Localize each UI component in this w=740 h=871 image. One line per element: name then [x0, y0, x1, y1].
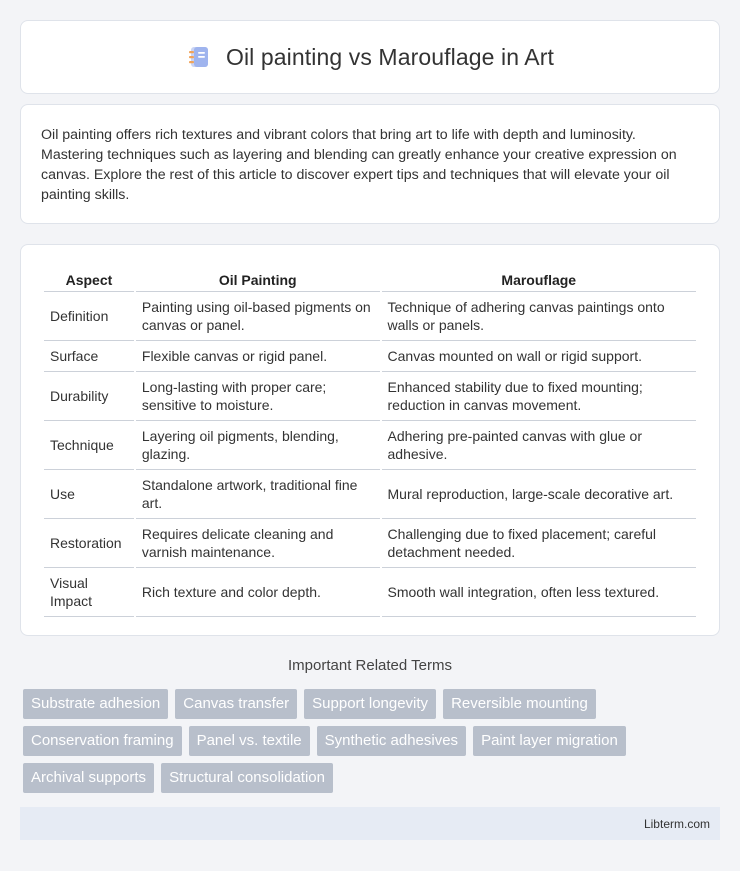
term-tag[interactable]: Paint layer migration	[473, 726, 626, 756]
footer-site-link[interactable]: Libterm.com	[643, 816, 710, 831]
intro-paragraph: Oil painting offers rich textures and vibrant colors that bring art to life with depth and luminosity. Mastering techniques such as layering and blending can greatly enhance your creative expression on canvas. Explore the rest of this article to discover expert tips and techniques that will elevate your oil painting skills.	[41, 127, 677, 203]
comparison-card	[20, 244, 720, 636]
table-row	[44, 519, 696, 568]
row-oil-painting: Layering oil pigments, blending, glazing.	[136, 421, 380, 470]
row-marouflage: Adhering pre-painted canvas with glue or adhesive.	[382, 421, 696, 470]
row-aspect: Restoration	[44, 519, 134, 568]
row-marouflage: Enhanced stability due to fixed mounting; reduction in canvas movement.	[382, 372, 696, 421]
term-tag[interactable]: Reversible mounting	[443, 689, 596, 719]
row-oil-painting: Requires delicate cleaning and varnish maintenance.	[136, 519, 380, 568]
row-oil-painting: Rich texture and color depth.	[136, 568, 380, 617]
term-tag[interactable]: Conservation framing	[23, 726, 182, 756]
row-marouflage: Mural reproduction, large-scale decorative art.	[382, 470, 696, 519]
notebook-icon	[186, 44, 212, 70]
comparison-table	[42, 265, 698, 617]
row-aspect: Use	[44, 470, 134, 519]
row-aspect: Definition	[44, 292, 134, 341]
page-title: Oil painting vs Marouflage in Art	[225, 43, 555, 70]
row-marouflage: Smooth wall integration, often less textured.	[382, 568, 696, 617]
header-marouflage: Marouflage	[382, 265, 696, 292]
table-row	[44, 292, 696, 341]
row-oil-painting: Standalone artwork, traditional fine art.	[136, 470, 380, 519]
row-aspect: Visual Impact	[44, 568, 134, 617]
table-row	[44, 470, 696, 519]
table-header-row	[44, 265, 696, 292]
row-oil-painting: Long-lasting with proper care; sensitive to moisture.	[136, 372, 380, 421]
term-tag[interactable]: Support longevity	[304, 689, 436, 719]
row-oil-painting: Flexible canvas or rigid panel.	[136, 341, 380, 372]
row-aspect: Surface	[44, 341, 134, 372]
row-aspect: Durability	[44, 372, 134, 421]
related-terms-list	[23, 689, 723, 793]
header-aspect: Aspect	[44, 265, 134, 292]
term-tag[interactable]: Synthetic adhesives	[317, 726, 466, 756]
row-aspect: Technique	[44, 421, 134, 470]
term-tag[interactable]: Panel vs. textile	[189, 726, 310, 756]
row-marouflage: Technique of adhering canvas paintings onto walls or panels.	[382, 292, 696, 341]
table-row	[44, 568, 696, 617]
table-row	[44, 421, 696, 470]
term-tag[interactable]: Structural consolidation	[161, 763, 333, 793]
table-row	[44, 341, 696, 372]
row-marouflage: Canvas mounted on wall or rigid support.	[382, 341, 696, 372]
intro-card	[20, 104, 720, 224]
header-oil-painting: Oil Painting	[136, 265, 380, 292]
row-oil-painting: Painting using oil-based pigments on canvas or panel.	[136, 292, 380, 341]
table-row	[44, 372, 696, 421]
footer	[20, 807, 720, 840]
related-terms-heading: Important Related Terms	[288, 657, 452, 674]
row-marouflage: Challenging due to fixed placement; careful detachment needed.	[382, 519, 696, 568]
title-card	[20, 20, 720, 94]
term-tag[interactable]: Archival supports	[23, 763, 154, 793]
term-tag[interactable]: Canvas transfer	[175, 689, 297, 719]
term-tag[interactable]: Substrate adhesion	[23, 689, 168, 719]
